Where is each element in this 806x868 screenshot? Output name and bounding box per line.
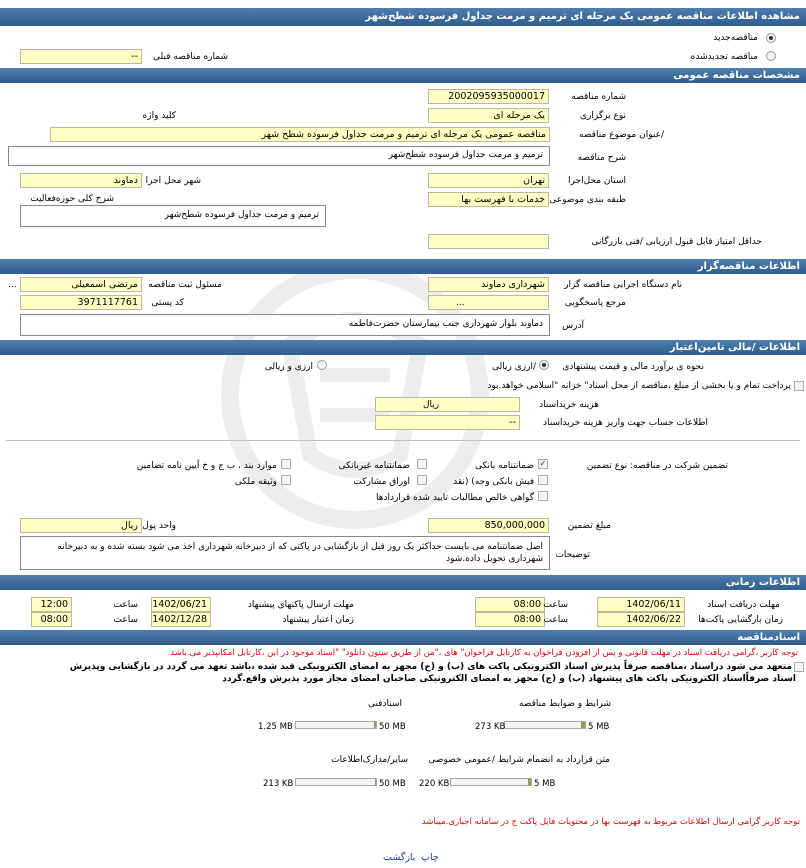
submit-time-label: ساعت [113,600,138,610]
property-collateral-label: وثیقه ملکی [234,477,277,487]
postal-code-field: 3971117761 [20,295,142,310]
doc-other-max: 50 MB [379,779,406,789]
doc-contract-progress-fill [528,779,531,785]
doc-other-progress [295,778,377,786]
bank-guarantee-checkbox[interactable]: ✓ [539,459,547,468]
nonbank-guarantee-checkbox[interactable] [417,459,427,469]
bonds-label: اوراق مشارکت [353,477,410,487]
province-label: استان محل‌اجرا [568,176,626,186]
registrar-more-dots[interactable]: ... [8,280,17,290]
documents-section-header: اسنادمناقصه [0,630,806,645]
tender-number-label: شماره مناقصه [571,92,626,102]
doc-technical-progress [295,721,377,729]
doc-contract-label: متن قرارداد به انضمام شرایط /عمومی خصوصی [428,755,610,765]
subject-label: /عنوان موضوع مناقصه [579,130,664,140]
regulation-items-checkbox[interactable] [281,459,291,469]
cash-receipt-label: فیش بانکی وجه) (نقد [453,477,534,487]
treasury-payment-text: پرداخت تمام و یا بخشی از مبلغ ،مناقصه از محل اسناد" خزانه "اسلامی خواهد.بود [487,381,791,391]
reference-more-dots[interactable]: ... [456,298,465,308]
doc-other-used: 213 KB [263,779,294,789]
keyword-label: کلید واژه [142,111,176,121]
regulation-items-label: موارد بند ، ب ج و خ آیین نامه تضامین [136,461,277,471]
bank-guarantee-label: ضمانتنامه بانکی [475,461,534,471]
min-score-field [428,234,549,249]
agency-label: نام دستگاه اجرایی مناقصه گزار [564,280,682,290]
subject-field: مناقصه عمومی یک مرحله ای ترمیم و مرمت جداول فرسوده شطح شهر [50,127,550,142]
doc-contract-max: 5 MB [534,779,556,789]
certified-claims-checkbox[interactable] [538,491,548,501]
doc-conditions-used: 273 KB [475,722,506,732]
currency-label: واحد پول [142,521,176,531]
financial-section-header: اطلاعات /مالی تامین‌اعتبار [0,340,806,355]
postal-code-label: کد پستی [151,298,184,308]
doc-fee-field [375,397,520,412]
guarantee-amount-label: مبلغ تضمین [567,521,611,531]
back-link[interactable]: بازگشت [383,852,416,863]
registrar-label: مسئول ثبت مناقصه [148,280,222,290]
registrar-field: مرتضی اسمعیلی [20,277,142,292]
doc-other-label: سایر/مدارک‌اطلاعات [331,755,408,765]
renewed-tender-radio[interactable] [766,51,776,61]
prev-number-field[interactable]: -- [20,49,142,64]
receive-docs-date-field: 1402/06/11 [597,597,685,612]
receive-docs-time-field: 08:00 [475,597,545,612]
doc-fee-label: هزینه خرید‌اسناد [539,400,599,410]
doc-fee-unit: ریال [423,400,440,410]
commitment-line-1: متعهد می شود در‌اسناد ،مناقصه صرفاً پذیرش اسناد الکترونیکی پاکت های (ب) و (ج) مجهز به امضای الکترونیکی قید شده ،باشد تعهد می گردد در بازگشایی وپذیرش [69,662,792,672]
doc-technical-used: 1.25 MB [258,722,293,732]
reference-field [428,295,549,310]
receive-docs-time-label: ساعت [543,600,568,610]
price-list-notice: توجه کاربر گرامی ارسال اطلاعات مربوط به فهرست بها در محتویات فایل پاکت ج در سامانه اجباری.میباشد [421,817,800,827]
bonds-checkbox[interactable] [417,475,427,485]
validity-time-label: ساعت [113,615,138,625]
doc-technical-label: اسنادفنی [367,699,402,709]
rial-option-label: /ارزی ریالی [492,362,536,372]
opening-date-field: 1402/06/22 [597,612,685,627]
commitment-checkbox[interactable] [794,662,804,672]
stage-field: یک مرحله ای [428,108,549,123]
validity-label: زمان اعتبار پیشنهاد [282,615,354,625]
validity-time-field: 08:00 [31,612,72,627]
address-box: دماوند بلوار شهرداری جنب بیمارستان حضرت‌فاطمه [20,314,550,336]
city-label: شهر محل اجرا [145,176,201,186]
scope-label: شرح کلی حوزه‌فعالیت [30,194,114,204]
nonbank-guarantee-label: ضمانتنامه غیربانکی [338,461,410,471]
page-title: مشاهده اطلاعات مناقصه عمومی یک مرحله ای ترمیم و مرمت جداول فرسوده شطح‌شهر [0,8,806,26]
opening-time-field: 08:00 [475,612,545,627]
opening-time-label: ساعت [543,615,568,625]
property-collateral-checkbox[interactable] [281,475,291,485]
opening-label: زمان بازگشایی پاکت‌ها [698,615,783,625]
doc-conditions-max: 5 MB [588,722,610,732]
validity-date-field: 1402/12/28 [151,612,211,627]
notes-box: اصل ضمانتنامه می بایست حداکثر یک روز قبل از بازگشایی در پاکتی که از دبیرخانه شهرداری اخذ می شود بسته شده و به دبیرخانه شهرداری تحویل داده.شود [20,536,550,570]
guarantee-type-label: تضمین شرکت در مناقصه: نوع تضمین [586,461,728,471]
rial-option-radio[interactable] [539,360,549,370]
new-tender-radio[interactable] [766,33,776,43]
fx-option-label: ارزی و ریالی [264,362,313,372]
certified-claims-label: گواهی خالص مطالبات تایید شده قراردادها [376,493,534,503]
city-field: دماوند [20,173,142,188]
doc-contract-used: 220 KB [419,779,450,789]
print-link[interactable]: چاپ [421,852,439,863]
submit-date-field: 1402/06/21 [151,597,211,612]
agency-field: شهرداری دماوند [428,277,549,292]
currency-field: ریال [20,518,142,533]
doc-technical-progress-fill [374,722,376,728]
notes-label: توضیحات [555,550,590,560]
description-label: شرح مناقصه [577,153,626,163]
account-field: -- [375,415,520,430]
financial-divider [6,440,800,441]
tender-number-field: 2002095935000017 [428,89,549,104]
submit-label: مهلت ارسال پاکتهای پیشنهاد [247,600,354,610]
address-label: آدرس [562,321,584,331]
reference-label: مرجع پاسخگویی [564,298,626,308]
category-label: طبقه بندی موضوعی [549,195,626,205]
province-field: تهران [428,173,549,188]
estimate-method-label: نحوه ی برآورد مالی و قیمت پیشنهادی [562,362,704,372]
commitment-line-2: اسناد صرفاًاسناد الکترونیکی پاکت های پیشنهاد (ب) و (ج) مجهز به امضای الکترونیکی صاحبان امضای مجاز مورد پذیرش واقع.گردد [222,674,796,684]
description-box: ترمیم و مرمت جداول فرسوده شطح‌شهر [8,146,550,166]
treasury-checkbox[interactable] [794,381,804,391]
fx-option-radio[interactable] [317,360,327,370]
category-field: خدمات با فهرست بها [428,192,549,207]
submit-time-field: 12:00 [31,597,72,612]
doc-conditions-progress-fill [581,722,585,728]
renewed-tender-label: مناقصه تجدیدشده [690,52,758,62]
doc-conditions-progress [504,721,586,729]
scope-box: ترمیم و مرمت جداول فرسوده شطح‌شهر [20,205,326,227]
timing-section-header: اطلاعات زمانی [0,575,806,590]
min-score-label: حداقل امتیاز قابل قبول ارزیابی /فنی بازرگانی [591,237,762,247]
download-notice: توجه کاربر ،گرامی دریافت اسناد در مهلت قانونی و پس از افزودن فراخوان به کارتابل فراخوان" های ،"من از طریق ستون دانلود" "اسناد موجود در این ،کارتابل امکانپذیر می.باشد [170,648,798,658]
organizer-section-header: اطلاعات مناقصه‌گزار [0,259,806,274]
new-tender-label: مناقصه‌جدید [713,33,758,43]
receive-docs-label: مهلت دریافت اسناد [707,600,780,610]
stage-label: نوع برگزاری [580,111,626,121]
prev-number-label: شماره مناقصه قبلی [153,52,228,62]
account-label: اطلاعات حساب جهت واریز هزینه خرید‌اسناد [543,418,708,428]
doc-contract-progress [450,778,532,786]
doc-conditions-label: شرایط و ضوابط مناقصه [518,699,611,709]
guarantee-amount-field: 850,000,000 [428,518,549,533]
doc-technical-max: 50 MB [379,722,406,732]
doc-other-progress-fill [375,779,376,785]
cash-receipt-checkbox[interactable] [538,475,548,485]
general-section-header: مشخصات مناقصه عمومی [0,68,806,83]
